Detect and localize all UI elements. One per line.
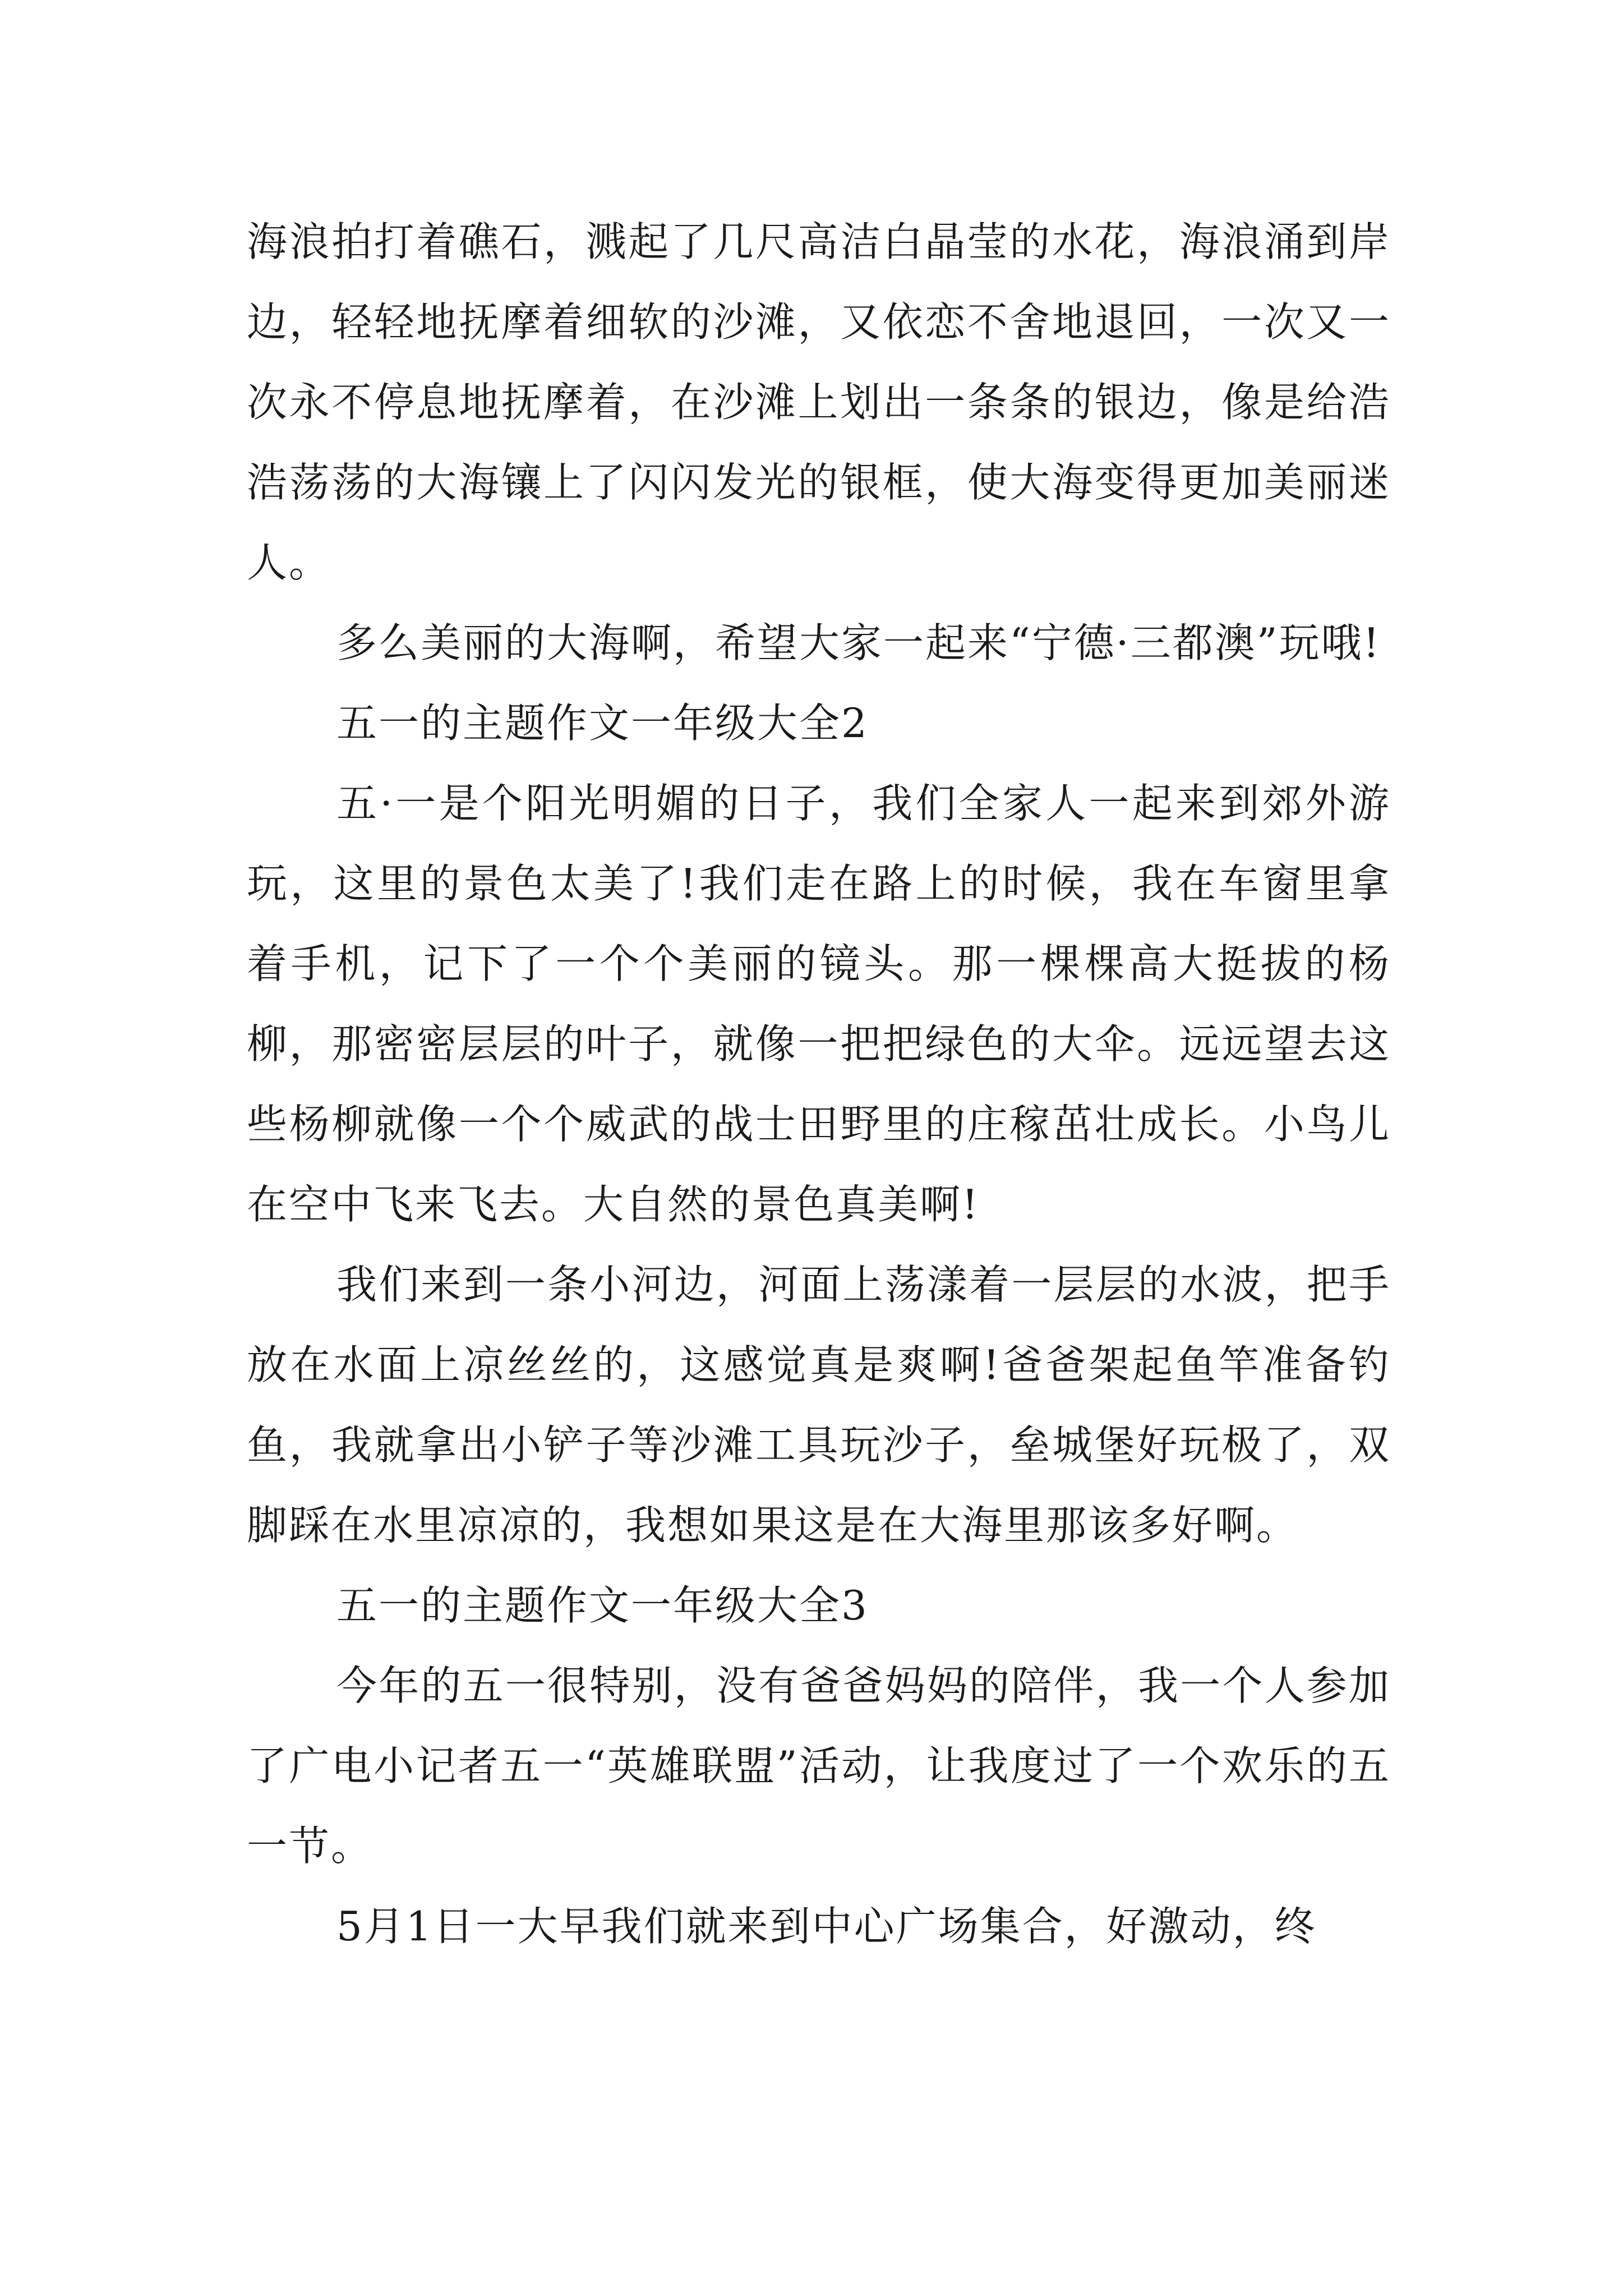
paragraph-river: 我们来到一条小河边，河面上荡漾着一层层的水波，把手放在水面上凉丝丝的，这感觉真是爽啊!爸爸架起鱼竿准备钓鱼，我就拿出小铲子等沙滩工具玩沙子，垒城堡好玩极了，双脚踩在水里凉凉的，我想如果这是在大海里那该多好啊。 [247,1261,1391,1549]
paragraph-sea-waves: 海浪拍打着礁石，溅起了几尺高洁白晶莹的水花，海浪涌到岸边，轻轻地抚摩着细软的沙滩，又依恋不舍地退回，一次又一次永不停息地抚摩着，在沙滩上划出一条条的银边，像是给浩浩荡荡的大海镶上了闪闪发光的银框，使大海变得更加美丽迷人。 [247,218,1391,586]
section-heading-2: 五一的主题作文一年级大全2 [336,700,869,747]
paragraph-invitation: 多么美丽的大海啊，希望大家一起来“宁德·三都澳”玩哦! [336,619,1381,666]
section-heading-3: 五一的主题作文一年级大全3 [336,1582,869,1629]
paragraph-outing: 五·一是个阳光明媚的日子，我们全家人一起来到郊外游玩，这里的景色太美了!我们走在路上的时候，我在车窗里拿着手机，记下了一个个美丽的镜头。那一棵棵高大挺拔的杨柳，那密密层层的叶子，就像一把把绿色的大伞。远远望去这些杨柳就像一个个威武的战士田野里的庄稼茁壮成长。小鸟儿在空中飞来飞去。大自然的景色真美啊! [247,780,1391,1228]
paragraph-may-first: 5月1日一大早我们就来到中心广场集合，好激动，终 [336,1903,1317,1950]
document-body [247,202,1391,1967]
paragraph-reporter-activity: 今年的五一很特别，没有爸爸妈妈的陪伴，我一个人参加了广电小记者五一“英雄联盟”活动，让我度过了一个欢乐的五一节。 [247,1662,1391,1870]
